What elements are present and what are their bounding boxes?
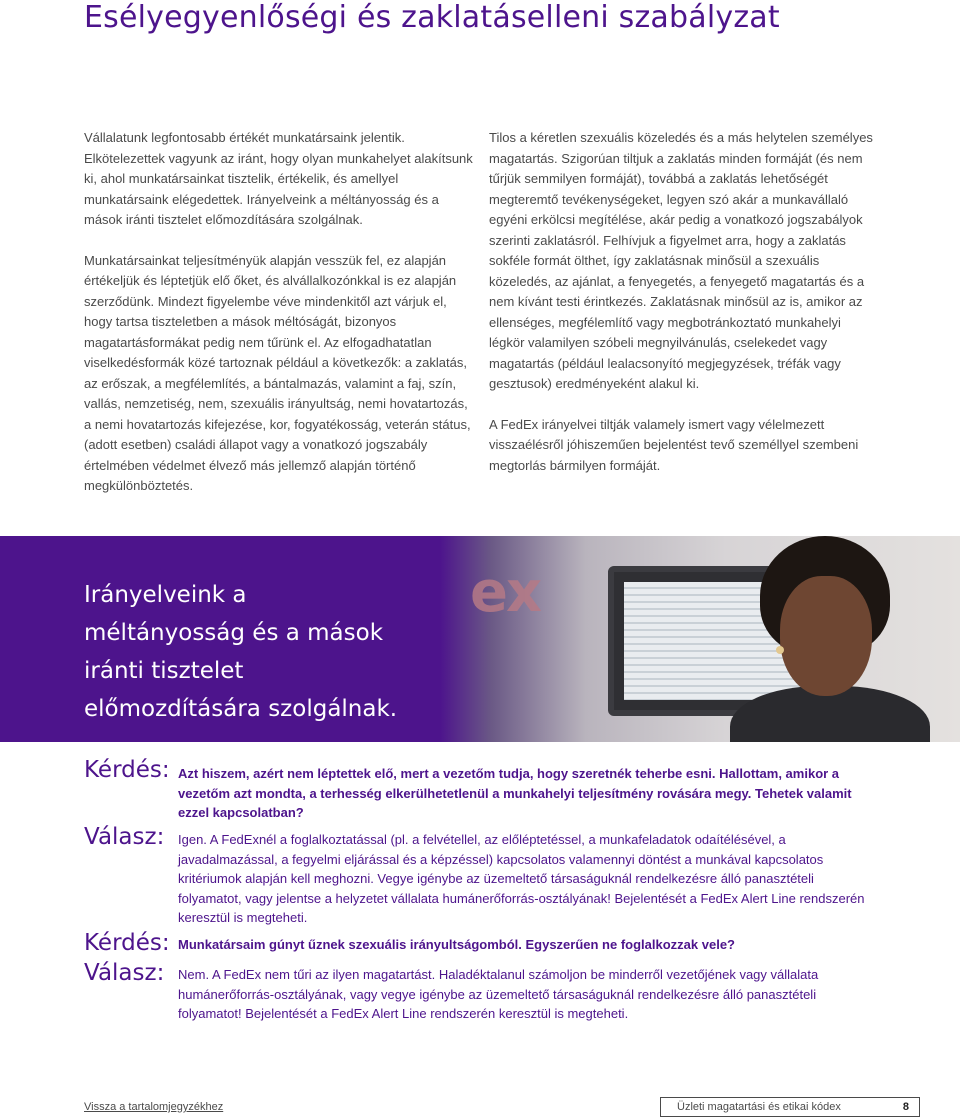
office-photo <box>440 536 960 742</box>
right-paragraph-1: Tilos a kéretlen szexuális közeledés és a más helytelen személyes magatartás. Szigorúan tiltjuk a zaklatás minden formáját (és nem tűrjük semmilyen formáját), továbbá a zaklatás lehetőségét megteremtő tevékenységeket, legyen szó akár a munkavállaló egyéni erkölcsi megítélése, akár pedig a vonatkozó jogszabályok szerinti zaklatásról. Felhívjuk a figyelmet arra, hogy a zaklatás sokféle formát ölthet, így zaklatásnak minősül a szexuális közeledés, az ajánlat, a fenyegetés, a fenyegető magatartás és a nem kívánt testi érintkezés. Zaklatásnak minősül az is, amikor az ellenséges, megfélemlítő vagy megbotránkoztató munkahelyi légkör valamilyen szóbeli megnyilvánulás, cselekedet vagy magatartás (például lealacsonyító megjegyzések, tréfák vagy gesztusok) eredményeként alakul ki. <box>489 130 873 391</box>
answer-label-2: Válasz: <box>84 960 165 986</box>
earring-image <box>776 646 784 654</box>
left-column <box>84 128 476 517</box>
answer-text-2: Nem. A FedEx nem tűri az ilyen magatartást. Haladéktalanul számoljon be minderről vezetőjének vagy vállalata humánerőforrás-osztályának, vagy vegye igénybe az üzemeltető társaságuknál rendelkezésre álló panasztételi folyamatot! Bejelentését a FedEx Alert Line rendszerén keresztül is megteheti. <box>178 967 819 1021</box>
page-title: Esélyegyenlőségi és zaklatásellenі szabályzat <box>84 0 780 35</box>
question-label-2: Kérdés: <box>84 930 170 956</box>
back-to-contents-link[interactable]: Vissza a tartalomjegyzékhez <box>84 1101 224 1113</box>
answer-text-1: Igen. A FedExnél a foglalkoztatással (pl. a felvétellel, az előléptetéssel, a munkafeladatok odaítélésével, a javadalmazással, a fegyelmi eljárással és a képzéssel) kapcsolatos valamennyi döntést a munkával kapcsolatos kritériumok alapján kell meghozni. Vegye igénybe az üzemeltető társaságuknál rendelkezésre álló panasztételi folyamatot, vagy jelentse a helyzetet vállalata humánerőforrás-osztályának! Bejelentését a FedEx Alert Line rendszerén keresztül is megteheti. <box>178 832 865 925</box>
left-paragraph-2: Munkatársainkat teljesítményük alapján vesszük fel, ez alapján értékeljük és léptetjük elő őket, és alvállalkozónkkal is ez alapján szerződünk. Mindezt figyelembe véve mindenkitől azt várjuk el, hogy tartsa tiszteletben a mások méltóságát, bizonyos magatartásformákat pedig nem tűrünk el. Az elfogadhatatlan viselkedésformák közé tartoznak például a következők: a zaklatás, az erőszak, a megfélemlítés, a bántalmazás, valamint a faj, szín, vallás, nemzetiség, nem, szexuális irányultság, nemi hovatartozás, a nemi hovatartozás kifejezése, kor, fogyatékosság, veterán státus, (adott esetben) családi állapot vagy a vonatkozó jogszabály értelmében védelmet élvező más jellemző alapján történő megkülönböztetés. <box>84 252 471 493</box>
left-paragraph-1: Vállalatunk legfontosabb értékét munkatársaink jelentik. Elkötelezettek vagyunk az iránt, hogy olyan munkahelyet alakítsunk ki, ahol munkatársainkat tisztelik, értékelik, és amellyel munkatársaink elégedettek. Irányelveink a méltányosság és a mások iránti tisztelet előmozdítására szolgálnak. <box>84 130 473 227</box>
answer-label-1: Válasz: <box>84 824 165 850</box>
question-text-2: Munkatársaim gúnyt űznek szexuális irányultságomból. Egyszerűen ne foglalkozzak vele? <box>178 937 735 952</box>
right-column <box>489 128 879 496</box>
fedex-wall-logo: ex <box>470 560 541 625</box>
quote-banner <box>0 536 960 742</box>
page-number: 8 <box>902 1101 909 1113</box>
person-face-image <box>780 576 872 696</box>
footer-doc-box <box>660 1097 920 1117</box>
right-paragraph-2: A FedEx irányelvei tiltják valamely ismert vagy vélelmezett visszaélésről jóhiszeműen bejelentést tevő személlyel szembeni megtorlás bármilyen formáját. <box>489 416 859 473</box>
question-label-1: Kérdés: <box>84 757 170 783</box>
footer-doc-name: Üzleti magatartási és etikai kódex <box>677 1101 841 1113</box>
question-text-1: Azt hiszem, azért nem léptettek elő, mert a vezetőm tudja, hogy szeretnék teherbe esni. Hallottam, amikor a vezetőm azt mondta, a terhesség elkerülhetetlenül a munkahelyi teljesítmény rovására megy. Tehetek valamit ezzel kapcsolatban? <box>178 766 852 820</box>
banner-quote: Irányelveink a méltányosság és a mások iránti tisztelet előmozdítására szolgálnak. <box>84 582 398 722</box>
